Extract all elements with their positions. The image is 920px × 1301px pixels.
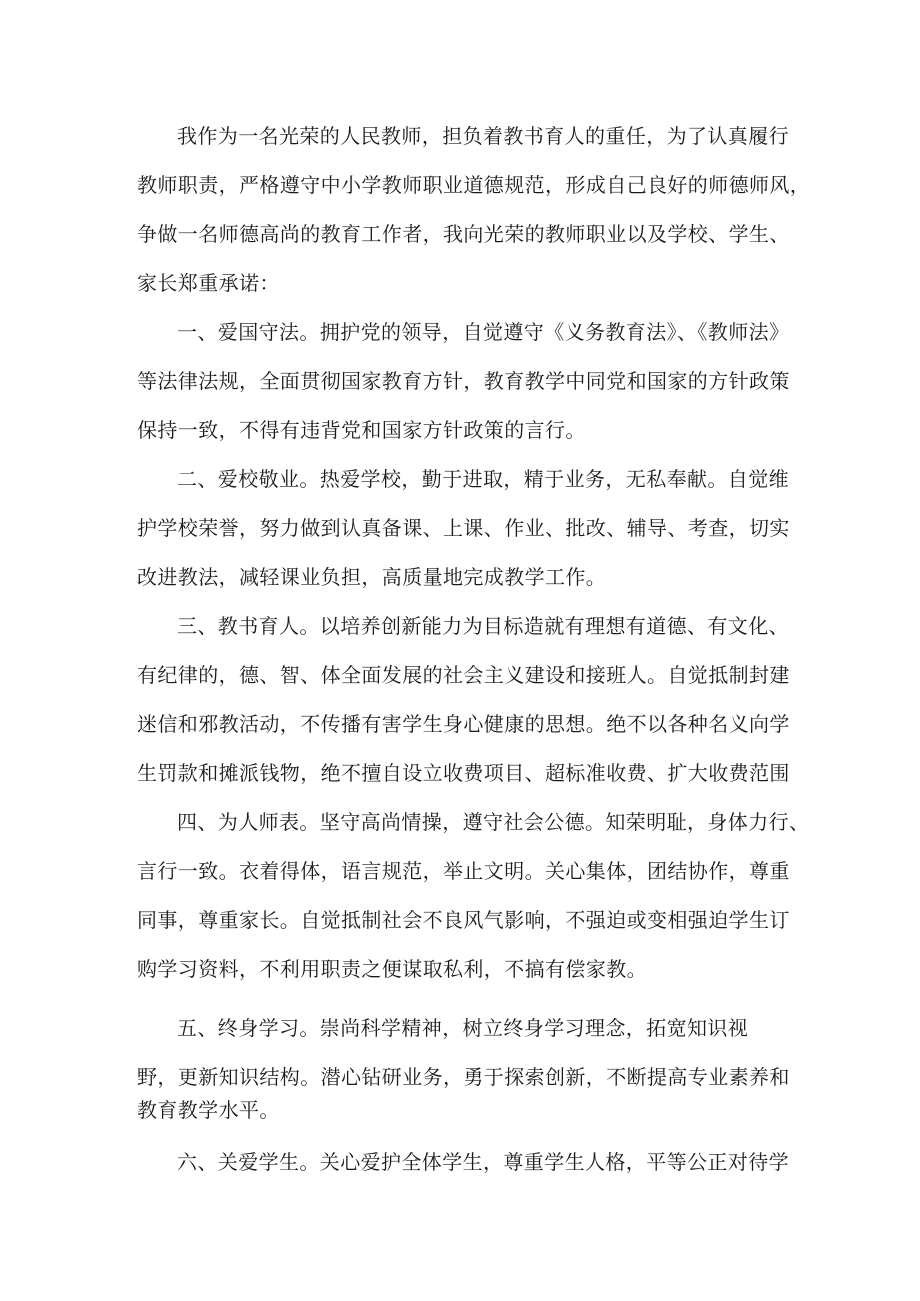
intro-line-2: 教师职责，严格遵守中小学教师职业道德规范，形成自己良好的师德师风，: [137, 173, 811, 197]
section-2-line-2: 护学校荣誉，努力做到认真备课、上课、作业、批改、辅导、考查，切实: [137, 516, 790, 540]
section-4-line-1: 四、为人师表。坚守高尚情操，遵守社会公德。知荣明耻，身体力行、: [177, 810, 810, 834]
section-4-line-2: 言行一致。衣着得体，语言规范，举止文明。关心集体，团结协作，尊重: [137, 859, 790, 883]
intro-line-1: 我作为一名光荣的人民教师，担负着教书育人的重任，为了认真履行: [177, 124, 789, 148]
intro-line-3: 争做一名师德高尚的教育工作者，我向光荣的教师职业以及学校、学生、: [137, 222, 790, 246]
section-4-line-3: 同事，尊重家长。自觉抵制社会不良风气影响，不强迫或变相强迫学生订: [137, 908, 790, 932]
section-1-line-3: 保持一致，不得有违背党和国家方针政策的言行。: [137, 418, 586, 442]
section-5-line-1: 五、终身学习。崇尚科学精神，树立终身学习理念，拓宽知识视: [177, 1016, 749, 1040]
section-5-line-2: 野，更新知识结构。潜心钻研业务，勇于探索创新，不断提高专业素养和: [137, 1065, 790, 1089]
section-3-line-4: 生罚款和摊派钱物，绝不擅自设立收费项目、超标准收费、扩大收费范围: [137, 761, 790, 785]
section-5-line-3: 教育教学水平。: [137, 1098, 280, 1122]
section-2-line-1: 二、爱校敬业。热爱学校，勤于进取，精于业务，无私奉献。自觉维: [177, 467, 789, 491]
section-2-line-3: 改进教法，减轻课业负担，高质量地完成教学工作。: [137, 565, 607, 589]
section-4-line-4: 购学习资料，不利用职责之便谋取私利，不搞有偿家教。: [137, 957, 647, 981]
intro-line-4: 家长郑重承诺：: [137, 271, 280, 295]
section-6-line-1: 六、关爱学生。关心爱护全体学生，尊重学生人格，平等公正对待学: [177, 1150, 789, 1174]
section-3-line-3: 迷信和邪教活动，不传播有害学生身心健康的思想。绝不以各种名义向学: [137, 712, 790, 736]
section-3-line-2: 有纪律的，德、智、体全面发展的社会主义建设和接班人。自觉抵制封建: [137, 663, 790, 687]
section-1-line-2: 等法律法规，全面贯彻国家教育方针，教育教学中同党和国家的方针政策: [137, 369, 790, 393]
section-1-line-1: 一、爱国守法。拥护党的领导，自觉遵守《义务教育法》、《教师法》: [177, 320, 790, 344]
section-3-line-1: 三、教书育人。以培养创新能力为目标造就有理想有道德、有文化、: [177, 614, 789, 638]
